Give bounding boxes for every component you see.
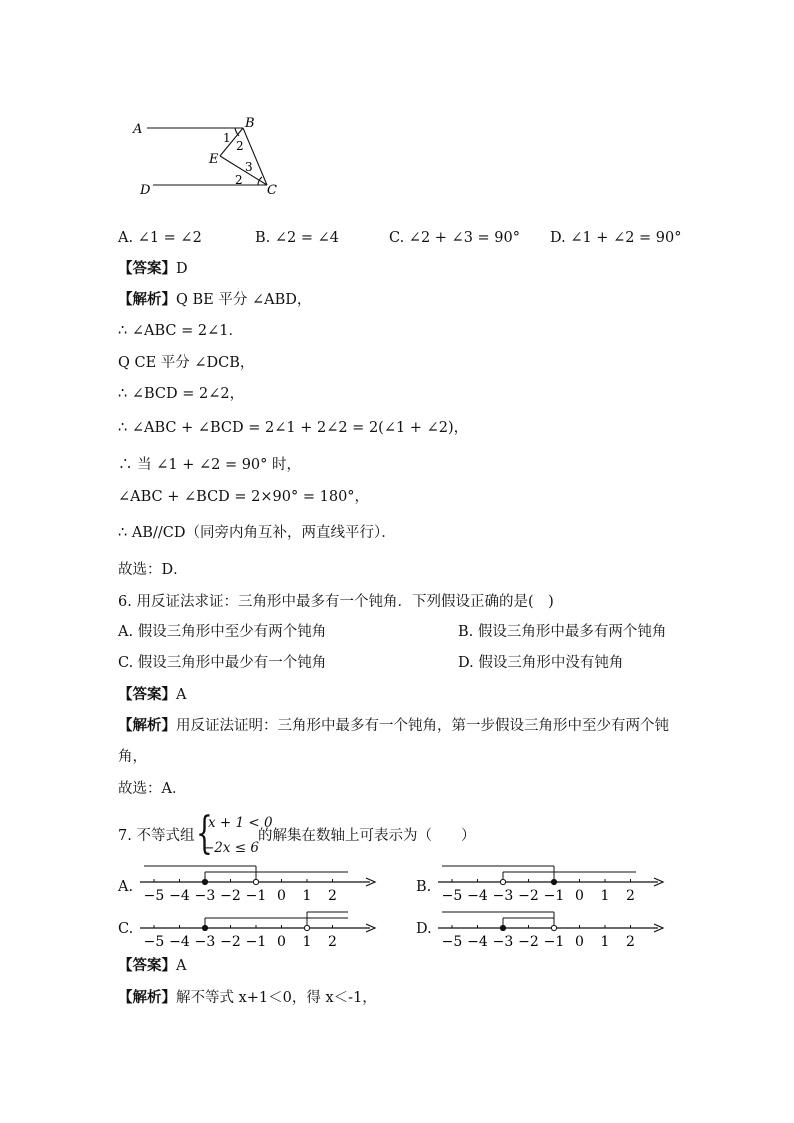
closed-dot: [551, 879, 556, 884]
closed-dot: [202, 925, 207, 930]
closed-dot: [202, 879, 207, 884]
tick-label: −1: [245, 888, 267, 904]
tick-label: −5: [143, 934, 165, 950]
q5-analysis-5: ∴ 当 ∠1 + ∠2 = 90° 时，: [118, 457, 302, 473]
q5-option-c: C. ∠2 + ∠3 = 90°: [389, 230, 520, 246]
tick-label: 1: [302, 934, 312, 950]
q6-option-a: A. 假设三角形中至少有两个钝角: [118, 624, 327, 640]
tick-label: −4: [467, 934, 488, 950]
label-A: A: [133, 122, 143, 137]
angle-1-label: 1: [223, 131, 231, 145]
q5-analysis-1: ∴ ∠ABC = 2∠1．: [118, 323, 243, 339]
q5-analysis-0: 【解析】Q BE 平分 ∠ABD，: [118, 292, 312, 308]
q6-answer: 【答案】A: [118, 687, 187, 703]
open-dot: [500, 879, 505, 884]
tick-label: −1: [543, 934, 565, 950]
q7-number-line-d: [436, 906, 671, 951]
tick-label: −2: [220, 888, 241, 904]
tick-label: −3: [194, 934, 216, 950]
angle-3-label: 3: [245, 160, 253, 174]
q7-brace: {: [196, 808, 213, 859]
label-D: D: [140, 183, 151, 198]
q5-answer: 【答案】D: [118, 261, 188, 277]
tick-label: −4: [467, 888, 488, 904]
tick-label: 1: [600, 934, 610, 950]
tick-label: −5: [441, 934, 463, 950]
q6-analysis: 【解析】用反证法证明：三角形中最多有一个钝角，第一步假设三角形中至少有两个钝: [118, 718, 669, 734]
q7-number-line-a: [138, 860, 383, 905]
q7-option-d-letter: D.: [416, 921, 432, 937]
tick-label: −2: [220, 934, 241, 950]
tick-label: −3: [194, 888, 216, 904]
tick-label: 0: [575, 934, 584, 950]
q6-option-d: D. 假设三角形中没有钝角: [458, 655, 624, 671]
q5-analysis-2: Q CE 平分 ∠DCB，: [118, 355, 255, 371]
q7-option-a-letter: A.: [118, 879, 134, 895]
q6-option-c: C. 假设三角形中最少有一个钝角: [118, 655, 327, 671]
tick-label: −4: [169, 888, 190, 904]
q5-analysis-3: ∴ ∠BCD = 2∠2，: [118, 386, 245, 402]
q6-stem: 6. 用反证法求证：三角形中最多有一个钝角．下列假设正确的是( ): [118, 594, 554, 610]
tick-label: 2: [328, 934, 337, 950]
q5-conclusion: 故选：D．: [118, 562, 188, 578]
tick-label: 0: [277, 888, 286, 904]
tick-label: −1: [543, 888, 565, 904]
tick-label: −5: [441, 888, 463, 904]
tick-label: −2: [518, 888, 539, 904]
closed-dot: [500, 925, 505, 930]
open-dot: [253, 879, 258, 884]
q6-analysis-cont: 角，: [118, 749, 147, 765]
q6-option-b: B. 假设三角形中最多有两个钝角: [458, 624, 667, 640]
tick-label: −5: [143, 888, 165, 904]
angle-4-label: 2: [235, 173, 243, 187]
q5-option-b: B. ∠2 = ∠4: [255, 230, 339, 246]
q7-option-b-letter: B.: [416, 879, 432, 895]
tick-label: 1: [600, 888, 610, 904]
q7-prefix: 7. 不等式组: [118, 828, 195, 844]
tick-label: 2: [626, 888, 635, 904]
tick-label: −3: [492, 888, 514, 904]
q7-answer: 【答案】A: [118, 958, 187, 974]
q7-inequality-1: x + 1 < 0: [208, 815, 273, 831]
q7-number-line-b: [436, 860, 671, 905]
angle-2-label: 2: [236, 139, 244, 153]
tick-label: −3: [492, 934, 514, 950]
label-E: E: [209, 152, 219, 167]
q7-option-c-letter: C.: [118, 921, 134, 937]
q7-inequality-2: −2x ≤ 6: [203, 840, 259, 856]
tick-label: −4: [169, 934, 190, 950]
q7-suffix: 的解集在数轴上可表示为（ ）: [258, 828, 476, 844]
q5-analysis-4: ∴ ∠ABC + ∠BCD = 2∠1 + 2∠2 = 2(∠1 + ∠2)，: [118, 420, 469, 436]
tick-label: 2: [626, 934, 635, 950]
geometry-figure: [125, 112, 295, 202]
tick-label: 1: [302, 888, 312, 904]
open-dot: [551, 925, 556, 930]
label-C: C: [267, 183, 277, 198]
q5-analysis-7: ∴ AB//CD（同旁内角互补，两直线平行）．: [118, 525, 396, 541]
q5-option-d: D. ∠1 + ∠2 = 90°: [550, 230, 682, 246]
tick-label: −2: [518, 934, 539, 950]
tick-label: 0: [575, 888, 584, 904]
tick-label: 0: [277, 934, 286, 950]
tick-label: 2: [328, 888, 337, 904]
q5-analysis-6: ∠ABC + ∠BCD = 2×90° = 180°，: [118, 489, 370, 505]
label-B: B: [245, 116, 255, 131]
q7-analysis: 【解析】解不等式 x+1＜0，得 x＜-1，: [118, 990, 377, 1006]
q7-number-line-c: [138, 906, 383, 951]
q5-option-a: A. ∠1 = ∠2: [118, 230, 202, 246]
open-dot: [304, 925, 309, 930]
tick-label: −1: [245, 934, 267, 950]
q6-conclusion: 故选：A．: [118, 781, 187, 797]
